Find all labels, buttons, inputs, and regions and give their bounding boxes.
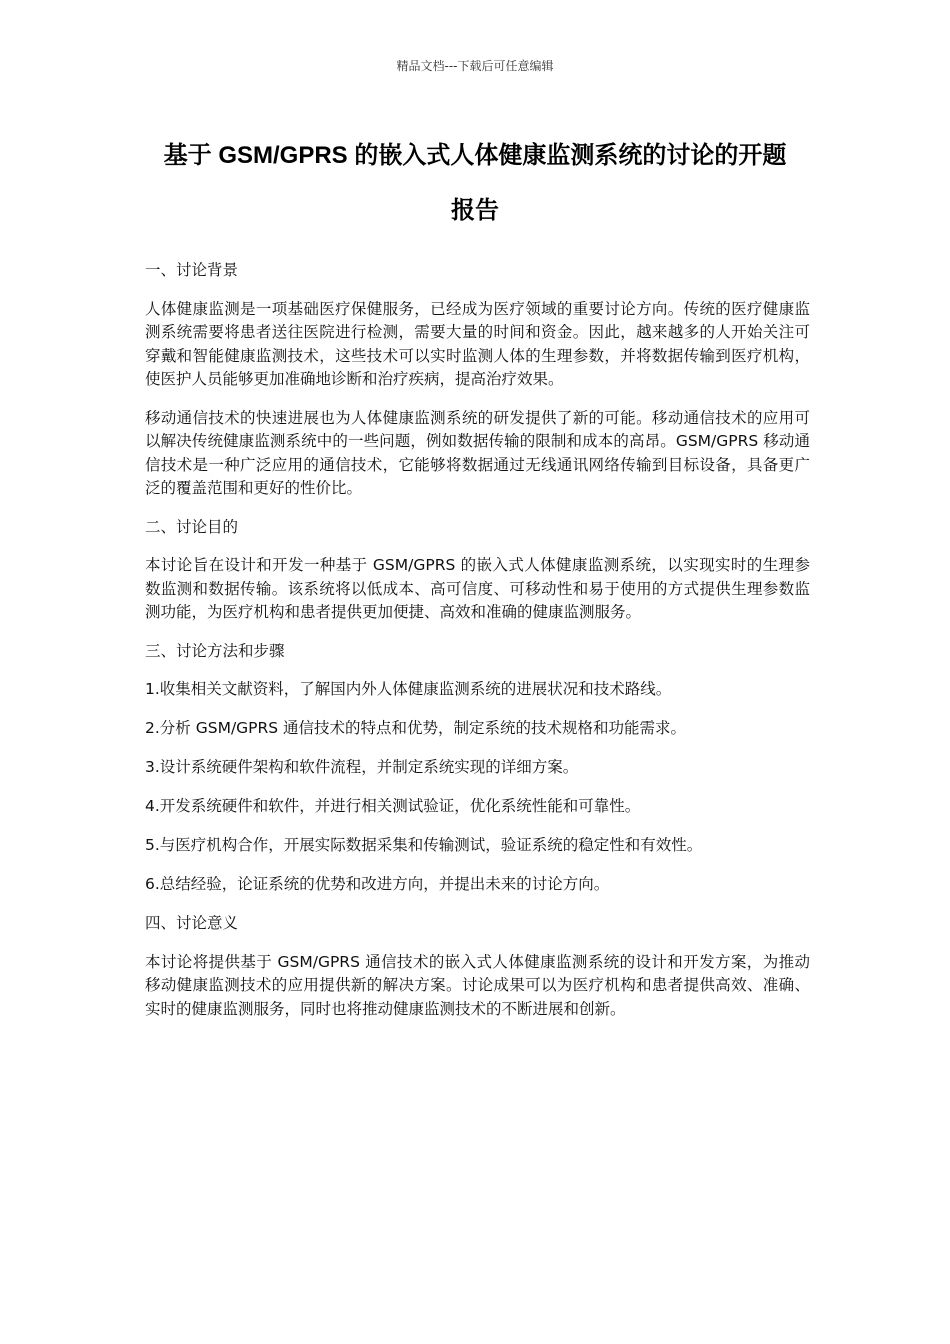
method-step-1: 1.收集相关文献资料，了解国内外人体健康监测系统的进展状况和技术路线。 [145,680,672,698]
title-line-1: 基于 GSM/GPRS 的嵌入式人体健康监测系统的讨论的开题 [163,142,787,169]
section-heading-significance: 四、讨论意义 [145,914,239,932]
method-step-4: 4.开发系统硬件和软件，并进行相关测试验证，优化系统性能和可靠性。 [145,797,641,815]
section-heading-method: 三、讨论方法和步骤 [145,641,285,660]
method-step-5: 5.与医疗机构合作，开展实际数据采集和传输测试，验证系统的稳定性和有效性。 [145,836,703,854]
significance-paragraph: 本讨论将提供基于 GSM/GPRS 通信技术的嵌入式人体健康监测系统的设计和开发方案，为推动移动健康监测技术的应用提供新的解决方案。讨论成果可以为医疗机构和患者提供高效、准确、实时的健康监测服务，同时也将推动健康监测技术的不断进展和创新。 [145,952,810,1018]
document-body [145,259,810,1036]
title-line-2: 报告 [451,197,499,224]
document-title [130,128,820,238]
section-heading-background: 一、讨论背景 [145,261,239,279]
background-paragraph-2: 移动通信技术的快速进展也为人体健康监测系统的研发提供了新的可能。移动通信技术的应用可以解决传统健康监测系统中的一些问题，例如数据传输的限制和成本的高昂。GSM/GPRS 移动通信技术是一种广泛应用的通信技术，它能够将数据通过无线通讯网络传输到目标设备，具备更广泛的覆盖范围和更好的性价比。 [145,408,810,497]
purpose-paragraph: 本讨论旨在设计和开发一种基于 GSM/GPRS 的嵌入式人体健康监测系统，以实现实时的生理参数监测和数据传输。该系统将以低成本、高可信度、可移动性和易于使用的方式提供生理参数监测功能，为医疗机构和患者提供更加便捷、高效和准确的健康监测服务。 [145,556,810,621]
method-step-3: 3.设计系统硬件架构和软件流程，并制定系统实现的详细方案。 [145,758,579,776]
method-step-2: 2.分析 GSM/GPRS 通信技术的特点和优势，制定系统的技术规格和功能需求。 [145,719,687,737]
background-paragraph-1: 人体健康监测是一项基础医疗保健服务，已经成为医疗领域的重要讨论方向。传统的医疗健康监测系统需要将患者送往医院进行检测，需要大量的时间和资金。因此，越来越多的人开始关注可穿戴和智能健康监测技术，这些技术可以实时监测人体的生理参数，并将数据传输到医疗机构，使医护人员能够更加准确地诊断和治疗疾病，提高治疗效果。 [145,299,810,388]
section-heading-purpose: 二、讨论目的 [145,517,239,536]
page-header: 精品文档---下载后可任意编辑 [396,59,554,73]
method-step-6: 6.总结经验，论证系统的优势和改进方向，并提出未来的讨论方向。 [145,875,610,893]
